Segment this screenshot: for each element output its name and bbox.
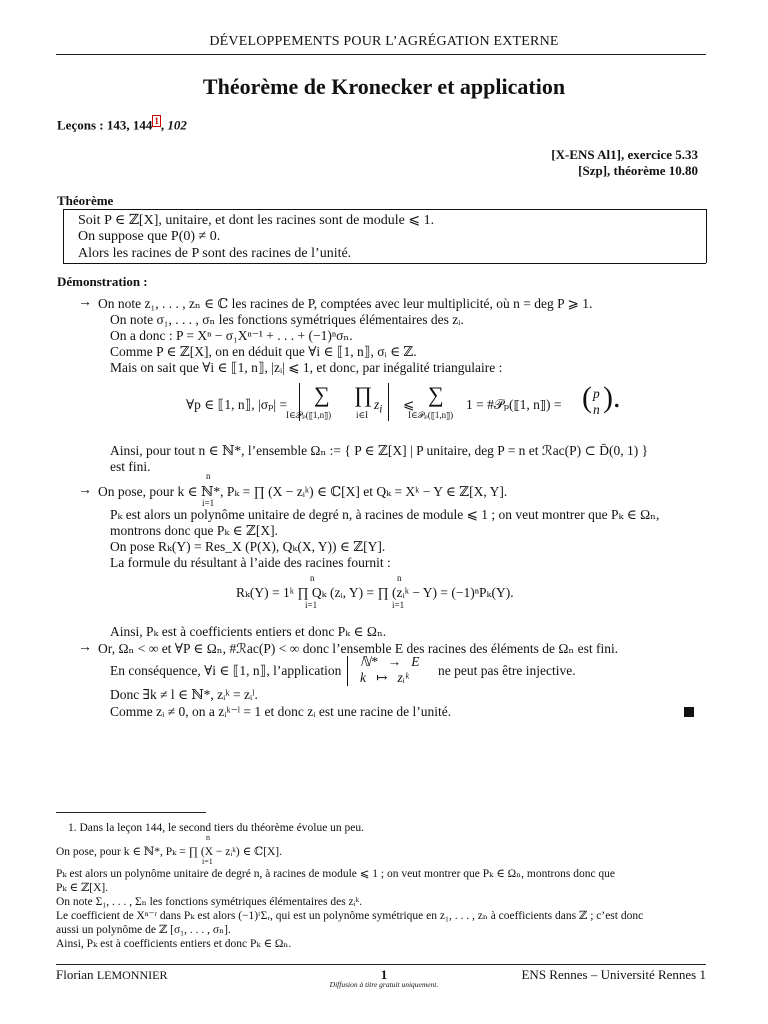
theorem-heading: Théorème bbox=[57, 193, 114, 208]
proof-line-5: Mais on sait que ∀i ∈ ⟦1, n⟧, |zᵢ| ⩽ 1, et donc, par inégalité triangulaire : bbox=[110, 360, 503, 375]
map-bottom: k ↦ zᵢᵏ bbox=[360, 670, 409, 685]
proof-line-15a: En conséquence, ∀i ∈ ⟦1, n⟧, l’application bbox=[110, 663, 342, 678]
equation-2: Rₖ(Y) = 1ᵏ ∏ Qₖ (zᵢ, Y) = ∏ (zᵢᵏ − Y) = (−1)ⁿPₖ(Y). bbox=[236, 585, 514, 600]
theorem-line-2: On suppose que P(0) ≠ 0. bbox=[78, 229, 221, 244]
bullet-arrow-1: → bbox=[78, 295, 92, 310]
footnote-line-4: Pₖ ∈ ℤ[X]. bbox=[56, 882, 109, 894]
proof-line-12: La formule du résultant à l’aide des racines fournit : bbox=[110, 555, 391, 570]
fn-prod-bottom: i=1 bbox=[202, 857, 213, 866]
prod-symbol: ∏ bbox=[354, 382, 373, 407]
footnote-line-6: Le coefficient de Xⁿ⁻ʳ dans Pₖ est alors (−1)ʳΣᵣ, qui est un polynôme symétrique en z₁, . . . , zₙ à coefficients dans ℤ ; c’est donc bbox=[56, 910, 644, 922]
eq1-sub-sum: I∈𝒫ₚ(⟦1,n⟧) bbox=[286, 410, 332, 420]
page-number: 1 bbox=[380, 967, 388, 982]
eq2-prod2-top: n bbox=[397, 573, 402, 583]
header-rule bbox=[56, 54, 706, 55]
map-bar bbox=[347, 656, 348, 686]
reference-2: [Szp], théorème 10.80 bbox=[578, 163, 698, 178]
eq2-prod1-bottom: i=1 bbox=[305, 600, 318, 610]
map-top: ℕ* → E bbox=[360, 654, 420, 669]
footnote-rule bbox=[56, 812, 206, 813]
proof-line-13: Ainsi, Pₖ est à coefficients entiers et donc Pₖ ∈ Ωₙ. bbox=[110, 624, 387, 639]
abs-bar-right bbox=[388, 383, 389, 421]
prod-bottom-index: i=1 bbox=[202, 498, 215, 508]
sum-symbol: ∑ bbox=[314, 382, 330, 407]
eq1-left: ∀p ∈ ⟦1, n⟧, |σₚ| = bbox=[186, 397, 288, 412]
binom-top: p bbox=[593, 386, 600, 401]
prod-top-index: n bbox=[206, 471, 211, 481]
proof-line-9: Pₖ est alors un polynôme unitaire de degré n, à racines de module ⩽ 1 ; on veut montrer que Pₖ ∈ Ωₙ, bbox=[110, 507, 660, 522]
proof-line-15b: ne peut pas être injective. bbox=[438, 663, 576, 678]
lecons-extra: 102 bbox=[167, 117, 187, 133]
binom-bottom: n bbox=[593, 402, 600, 417]
footnote-line-5: On note Σ₁, . . . , Σₙ les fonctions symétriques élémentaires des zᵢᵏ. bbox=[56, 896, 363, 908]
proof-line-1: On note z₁, . . . , zₙ ∈ ℂ les racines de P, comptées avec leur multiplicité, où n = deg P ⩾ 1. bbox=[98, 296, 593, 311]
proof-line-11: On pose Rₖ(Y) = Res_X (P(X), Qₖ(X, Y)) ∈ ℤ[Y]. bbox=[110, 539, 386, 554]
page-title: Théorème de Kronecker et application bbox=[202, 74, 566, 99]
binom-paren-close: ). bbox=[603, 381, 621, 414]
proof-line-10: montrons donc que Pₖ ∈ ℤ[X]. bbox=[110, 523, 279, 538]
lecons-prefix: Leçons : 143, 144 bbox=[57, 117, 153, 133]
eq1-zi: $z_i$ bbox=[374, 397, 383, 416]
author-first: Florian bbox=[56, 967, 97, 982]
footnote-link[interactable]: 1 bbox=[154, 116, 159, 126]
proof-line-2: On note σ₁, . . . , σₙ les fonctions symétriques élémentaires des zᵢ. bbox=[110, 312, 464, 327]
footnote-line-1: 1. Dans la leçon 144, le second tiers du théorème évolue un peu. bbox=[68, 822, 365, 834]
footnote-line-3: Pₖ est alors un polynôme unitaire de degré n, à racines de module ⩽ 1 ; on veut montrer que Pₖ ∈ Ωₙ, montrons donc que bbox=[56, 868, 616, 880]
theorem-box-bottom bbox=[63, 263, 706, 264]
proof-line-17: Comme zᵢ ≠ 0, on a zᵢᵏ⁻ˡ = 1 et donc zᵢ est une racine de l’unité. bbox=[110, 704, 452, 719]
footer-rule bbox=[56, 964, 706, 965]
proof-line-16: Donc ∃k ≠ l ∈ ℕ*, zᵢᵏ = zᵢˡ. bbox=[110, 687, 258, 702]
eq2-prod1-top: n bbox=[310, 573, 315, 583]
theorem-box-top bbox=[63, 209, 706, 210]
eq2-prod2-bottom: i=1 bbox=[392, 600, 405, 610]
footnote-line-8: Ainsi, Pₖ est à coefficients entiers et donc Pₖ ∈ Ωₙ. bbox=[56, 938, 292, 950]
bullet-arrow-2: → bbox=[78, 483, 92, 498]
footnote-line-7: aussi un polynôme de ℤ [σ₁, . . . , σₙ]. bbox=[56, 924, 231, 936]
theorem-line-3: Alors les racines de P sont des racines de l’unité. bbox=[78, 246, 352, 261]
lecons-line bbox=[57, 116, 187, 133]
diffusion-note: Diffusion à titre gratuit uniquement. bbox=[329, 980, 439, 989]
bullet-arrow-3: → bbox=[78, 640, 92, 655]
proof-line-3: On a donc : P = Xⁿ − σ₁Xⁿ⁻¹ + . . . + (−1)ⁿσₙ. bbox=[110, 328, 353, 343]
proof-line-7: est fini. bbox=[110, 459, 151, 474]
running-header: DÉVELOPPEMENTS POUR L’AGRÉGATION EXTERNE bbox=[209, 34, 559, 49]
footnote-line-2: On pose, pour k ∈ ℕ*, Pₖ = ∏ (X − zᵢᵏ) ∈ ℂ[X]. bbox=[56, 846, 282, 858]
proof-line-4: Comme P ∈ ℤ[X], on en déduit que ∀i ∈ ⟦1, n⟧, σᵢ ∈ ℤ. bbox=[110, 344, 417, 359]
eq1-sub-prod: i∈I bbox=[356, 410, 369, 420]
eq1-mid: ⩽ bbox=[403, 397, 415, 412]
proof-line-8: On pose, pour k ∈ ℕ*, Pₖ = ∏ (X − zᵢᵏ) ∈ ℂ[X] et Qₖ = Xᵏ − Y ∈ ℤ[X, Y]. bbox=[98, 484, 508, 499]
footer-institution: ENS Rennes – Université Rennes 1 bbox=[521, 967, 706, 982]
binom-paren-open: ( bbox=[582, 381, 592, 414]
proof-heading: Démonstration : bbox=[57, 274, 148, 289]
lecons-sep: , bbox=[160, 117, 168, 133]
reference-1: [X-ENS Al1], exercice 5.33 bbox=[551, 147, 698, 162]
sum-symbol-2: ∑ bbox=[428, 382, 444, 407]
proof-line-6: Ainsi, pour tout n ∈ ℕ*, l’ensemble Ωₙ := { P ∈ ℤ[X] | P unitaire, deg P = n et ℛac(P) ⊂ D̄(0, 1) } bbox=[110, 443, 649, 458]
qed-square bbox=[684, 707, 694, 717]
author-last: LEMONNIER bbox=[96, 968, 168, 982]
theorem-line-1: Soit P ∈ ℤ[X], unitaire, et dont les racines sont de module ⩽ 1. bbox=[78, 213, 435, 228]
proof-line-14: Or, Ωₙ < ∞ et ∀P ∈ Ωₙ, #ℛac(P) < ∞ donc l’ensemble E des racines des éléments de Ωₙ est fini. bbox=[98, 641, 619, 656]
fn-prod-top: n bbox=[206, 833, 210, 842]
eq1-right: 1 = #𝒫ₚ(⟦1, n⟧) = bbox=[466, 397, 562, 412]
eq1-sub-sum-2: I∈𝒫ₚ(⟦1,n⟧) bbox=[408, 410, 454, 420]
